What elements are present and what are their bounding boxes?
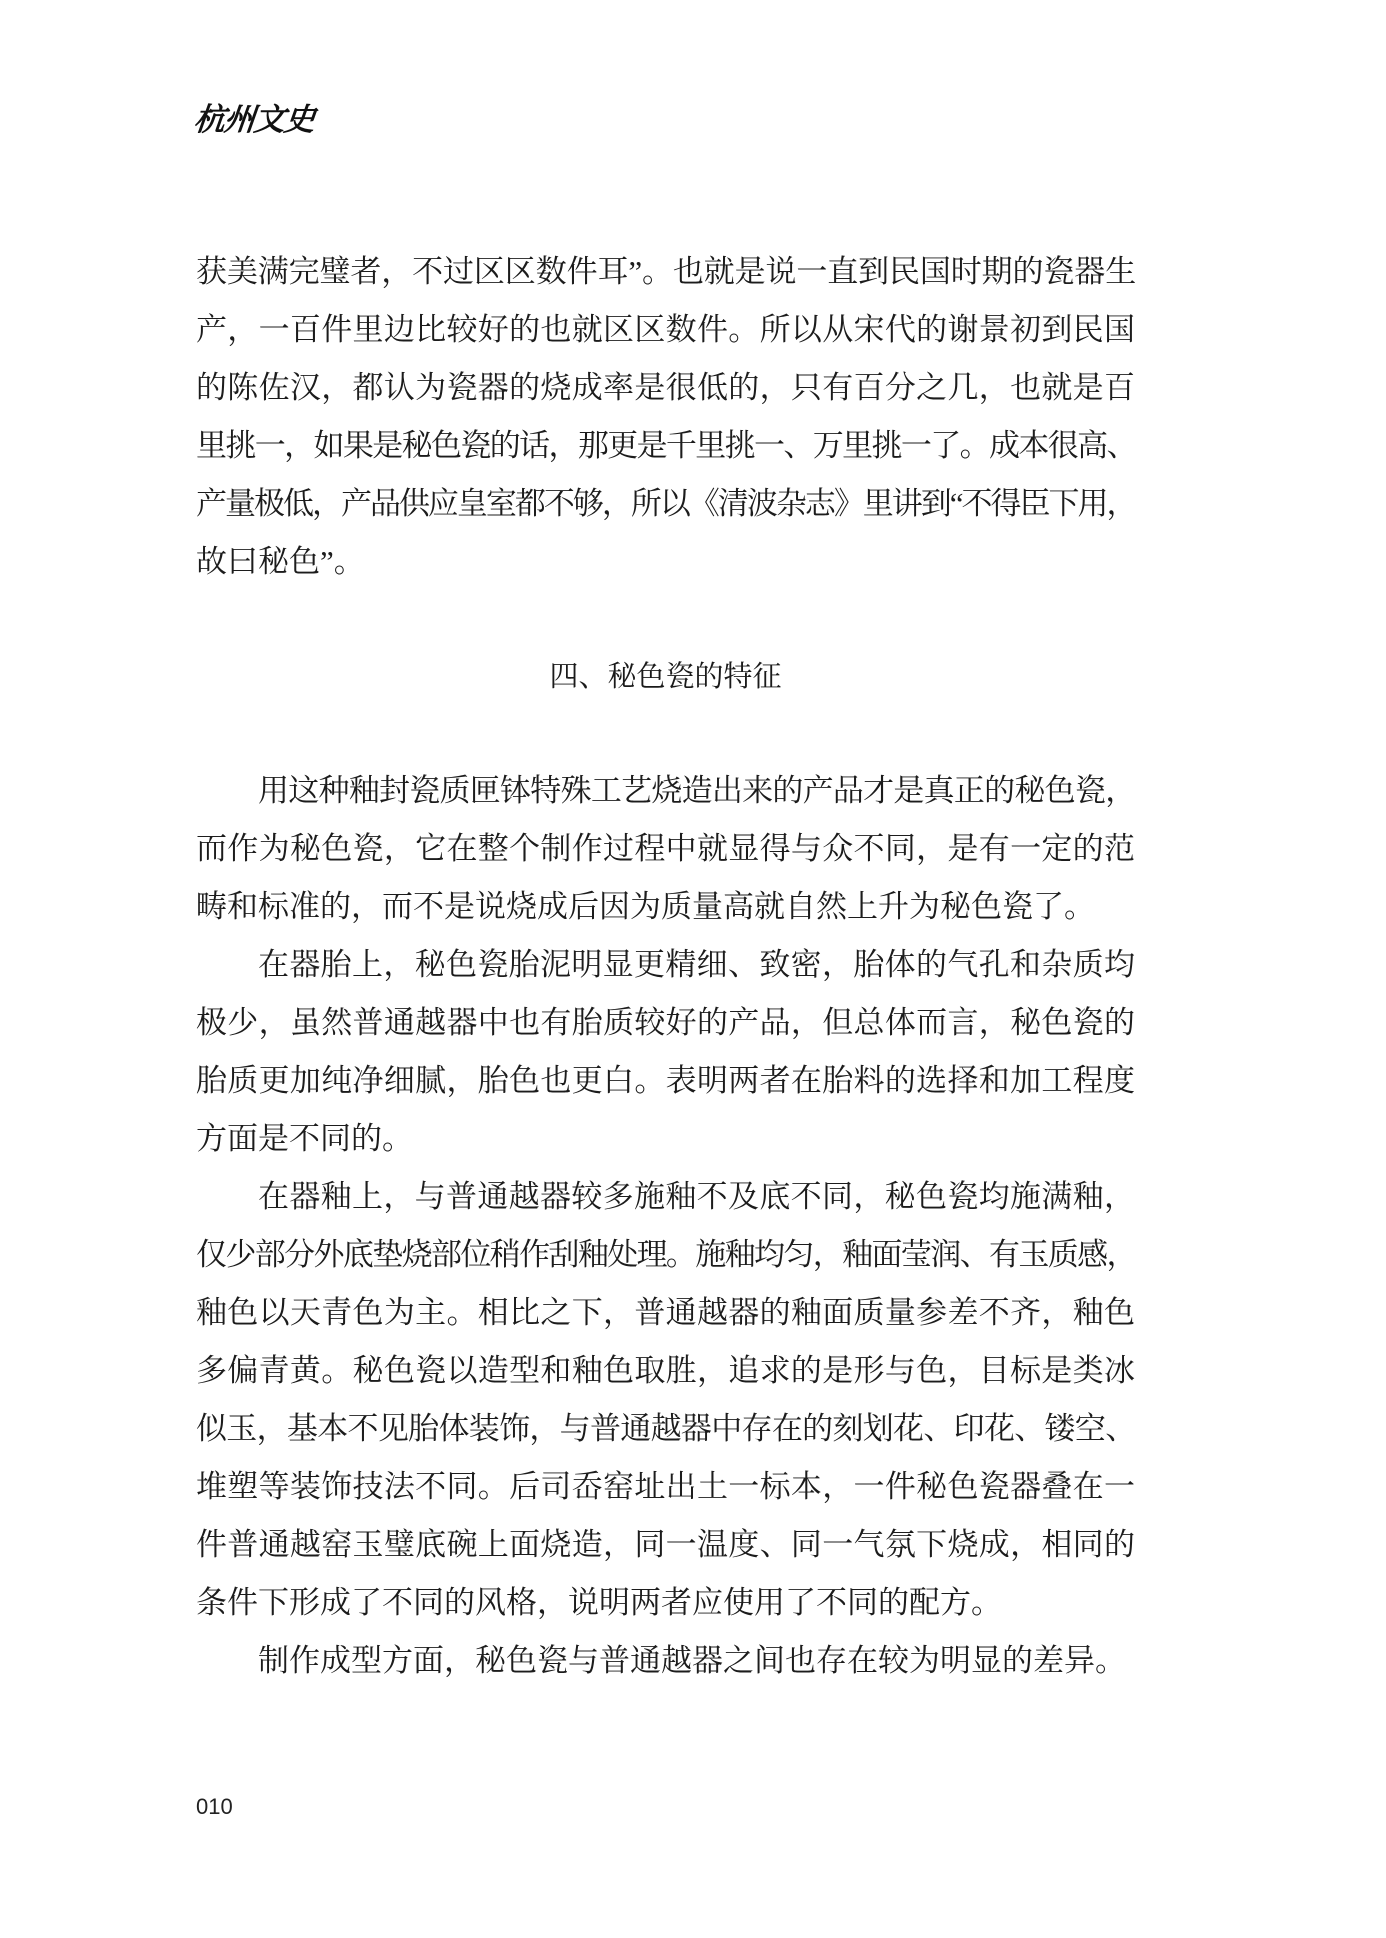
text-column <box>196 243 1135 1690</box>
text-line: 仅少部分外底垫烧部位稍作刮釉处理。施釉均匀，釉面莹润、有玉质感， <box>196 1237 1135 1272</box>
running-head-title: 杭州文史 <box>192 102 316 138</box>
page-number: 010 <box>196 1794 233 1819</box>
text-line: 方面是不同的。 <box>196 1121 413 1156</box>
text-line: 在器釉上，与普通越器较多施釉不及底不同，秘色瓷均施满釉， <box>258 1179 1135 1214</box>
paragraph <box>196 936 1135 1168</box>
text-line: 获美满完璧者，不过区区数件耳”。也就是说一直到民国时期的瓷器生 <box>196 254 1135 289</box>
text-line: 堆塑等装饰技法不同。后司岙窑址出土一标本，一件秘色瓷器叠在一 <box>196 1469 1135 1504</box>
text-line: 极少，虽然普通越器中也有胎质较好的产品，但总体而言，秘色瓷的 <box>196 1005 1135 1040</box>
section-body <box>196 762 1135 1690</box>
text-line: 胎质更加纯净细腻，胎色也更白。表明两者在胎料的选择和加工程度 <box>196 1063 1135 1098</box>
paragraph <box>196 1632 1135 1690</box>
text-line: 制作成型方面，秘色瓷与普通越器之间也存在较为明显的差异。 <box>258 1643 1126 1678</box>
paragraph-continued <box>196 243 1135 591</box>
text-line: 似玉，基本不见胎体装饰，与普通越器中存在的刻划花、印花、镂空、 <box>196 1411 1135 1446</box>
text-line: 而作为秘色瓷，它在整个制作过程中就显得与众不同，是有一定的范 <box>196 831 1135 866</box>
text-line: 多偏青黄。秘色瓷以造型和釉色取胜，追求的是形与色，目标是类冰 <box>196 1353 1135 1388</box>
text-line: 畴和标准的，而不是说烧成后因为质量高就自然上升为秘色瓷了。 <box>196 889 1095 924</box>
paragraph <box>196 1168 1135 1632</box>
text-line: 的陈佐汉，都认为瓷器的烧成率是很低的，只有百分之几，也就是百 <box>196 370 1135 405</box>
text-line: 故曰秘色”。 <box>196 544 365 579</box>
text-line: 产量极低，产品供应皇室都不够，所以《清波杂志》里讲到“不得臣下用， <box>196 486 1135 521</box>
text-line: 产，一百件里边比较好的也就区区数件。所以从宋代的谢景初到民国 <box>196 312 1135 347</box>
text-line: 在器胎上，秘色瓷胎泥明显更精细、致密，胎体的气孔和杂质均 <box>258 947 1135 982</box>
text-line: 件普通越窑玉璧底碗上面烧造，同一温度、同一气氛下烧成，相同的 <box>196 1527 1135 1562</box>
paragraph <box>196 762 1135 936</box>
text-line: 釉色以天青色为主。相比之下，普通越器的釉面质量参差不齐，釉色 <box>196 1295 1135 1330</box>
text-line: 用这种釉封瓷质匣钵特殊工艺烧造出来的产品才是真正的秘色瓷， <box>258 773 1135 808</box>
text-line: 里挑一，如果是秘色瓷的话，那更是千里挑一、万里挑一了。成本很高、 <box>196 428 1135 463</box>
section-heading: 四、秘色瓷的特征 <box>549 659 782 693</box>
text-line: 条件下形成了不同的风格，说明两者应使用了不同的配方。 <box>196 1585 1002 1620</box>
